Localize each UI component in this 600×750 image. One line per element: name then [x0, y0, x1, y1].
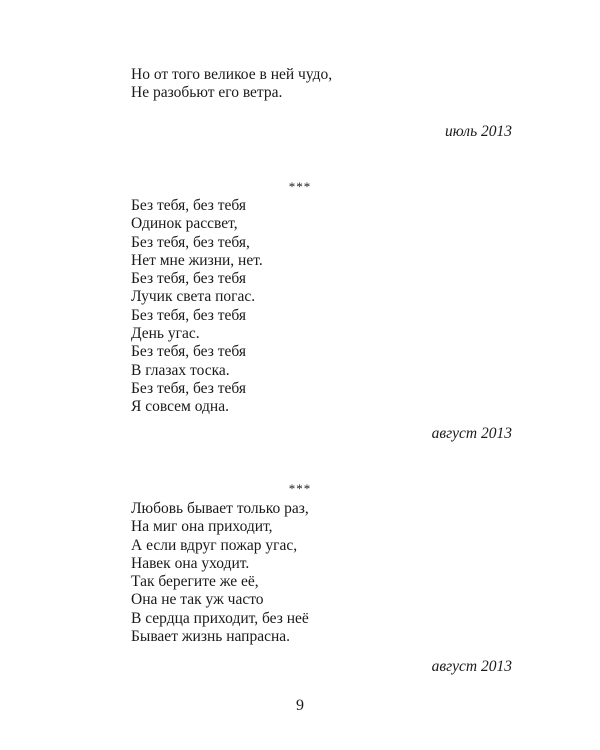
page-number: 9: [296, 697, 304, 714]
poem-line: В глазах тоска.: [131, 361, 230, 379]
poem-line: Без тебя, без тебя: [131, 343, 247, 361]
poem-line: Но от того великое в ней чудо,: [131, 66, 333, 83]
poem-line: Без тебя, без тебя: [131, 379, 247, 397]
poem-line: А если вдруг пожар угас,: [131, 536, 298, 554]
poem-line: В сердца приходит, без неё: [131, 609, 309, 627]
poem-line: Без тебя, без тебя: [131, 197, 247, 214]
poem-line: На миг она приходит,: [131, 518, 273, 536]
poem-line: Нет мне жизни, нет.: [131, 251, 263, 269]
poem-line: Любовь бывает только раз,: [131, 500, 309, 517]
poem-line: Не разобьют его ветра.: [131, 84, 283, 102]
poem-separator: ***: [288, 481, 312, 496]
poem-line: Без тебя, без тебя: [131, 270, 247, 288]
poem-line: Она не так уж часто: [131, 591, 264, 609]
poem-line: Навек она уходит.: [131, 554, 250, 572]
poem-line: Лучик света погас.: [131, 288, 256, 306]
poem-date: июль 2013: [445, 123, 512, 140]
poem-line: День угас.: [131, 325, 200, 343]
poem-ending-stanza: [131, 66, 332, 103]
poem-line: Без тебя, без тебя: [131, 306, 247, 324]
poem-stanza: [131, 197, 263, 417]
poem-stanza: [131, 500, 309, 646]
poem-date: август 2013: [431, 658, 512, 675]
poem-line: Одинок рассвет,: [131, 215, 238, 233]
poem-line: Бывает жизнь напрасна.: [131, 628, 291, 646]
poem-line: Я совсем одна.: [131, 398, 229, 416]
poem-line: Так берегите же её,: [131, 573, 259, 591]
poem-date: август 2013: [431, 425, 512, 442]
poem-separator: ***: [288, 179, 312, 194]
poem-line: Без тебя, без тебя,: [131, 233, 250, 251]
